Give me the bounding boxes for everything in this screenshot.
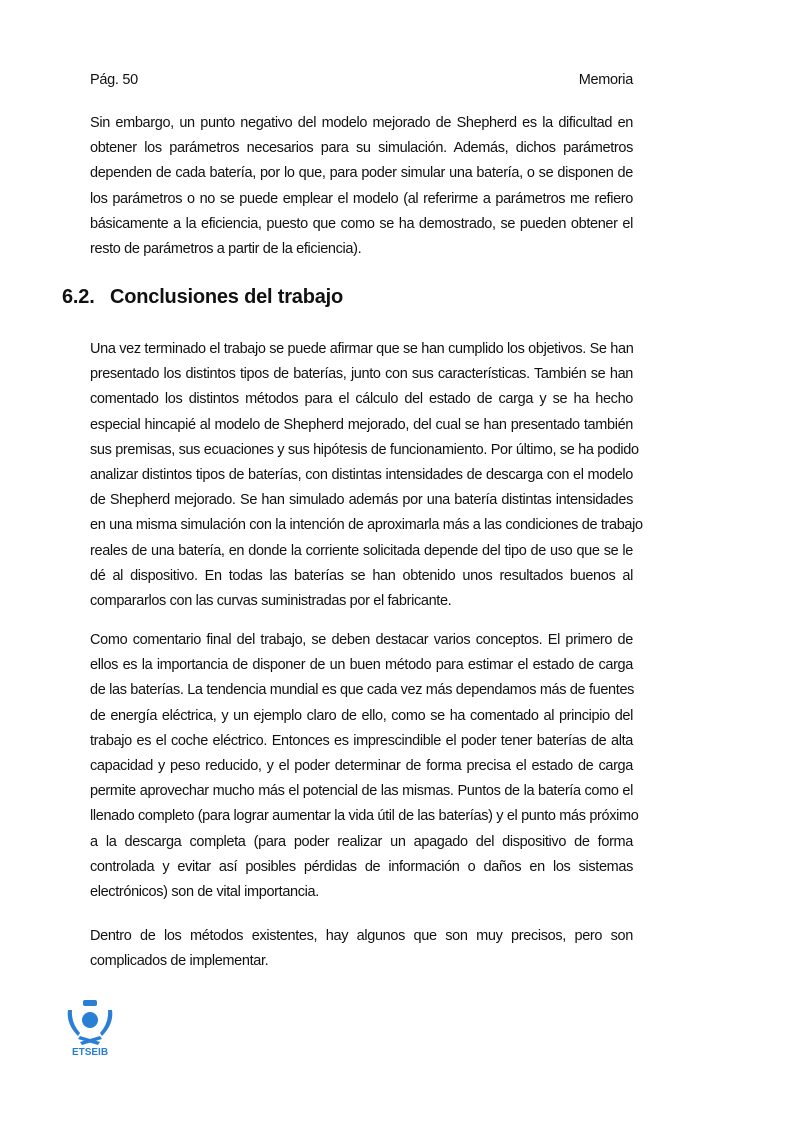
paragraph-4 — [90, 924, 633, 974]
text-line: de energía eléctrica, y un ejemplo claro de ello, como se ha comentado al principio del — [90, 707, 633, 724]
text-line: dependen de cada batería, por lo que, para poder simular una batería, o se disponen de — [90, 165, 633, 182]
text-line: de Shepherd mejorado. Se han simulado además por una batería distintas intensidades — [90, 492, 633, 509]
text-line: electrónicos) son de vital importancia. — [90, 883, 319, 900]
page-number: Pág. 50 — [90, 72, 138, 88]
text-line: los parámetros o no se puede emplear el modelo (al referirme a parámetros me refiero — [90, 190, 633, 207]
text-line: a la descarga completa (para poder realizar un apagado del dispositivo de forma — [90, 833, 633, 850]
text-line: reales de una batería, en donde la corriente solicitada depende del tipo de uso que se le — [90, 542, 633, 559]
text-line: compararlos con las curvas suministradas por el fabricante. — [90, 592, 452, 609]
paragraph-3 — [90, 628, 639, 905]
text-line: ellos es la importancia de disponer de un buen método para estimar el estado de carga — [90, 657, 633, 674]
text-line: especial hincapié al modelo de Shepherd mejorado, del cual se han presentado también — [90, 416, 633, 433]
text-line: llenado completo (para lograr aumentar la vida útil de las baterías) y el punto más próximo — [90, 808, 639, 825]
etseib-logo — [62, 998, 118, 1058]
text-line: comentado los distintos métodos para el cálculo del estado de carga y se ha hecho — [90, 391, 633, 408]
text-line: obtener los parámetros necesarios para su simulación. Además, dichos parámetros — [90, 140, 633, 157]
text-line: resto de parámetros a partir de la eficiencia). — [90, 240, 362, 257]
text-line: complicados de implementar. — [90, 953, 269, 970]
text-line: presentado los distintos tipos de baterías, junto con sus características. También se han — [90, 366, 633, 383]
paragraph-1 — [90, 111, 633, 262]
text-line: controlada y evitar así posibles pérdidas de información o daños en los sistemas — [90, 858, 633, 875]
section-heading — [62, 286, 343, 309]
text-line: Sin embargo, un punto negativo del modelo mejorado de Shepherd es la dificultad en — [90, 115, 633, 131]
running-header: Memoria — [578, 72, 633, 88]
svg-text:ETSEIB: ETSEIB — [71, 1047, 109, 1058]
text-line: trabajo es el coche eléctrico. Entonces es imprescindible el poder tener baterías de alta — [90, 732, 633, 749]
text-line: sus premisas, sus ecuaciones y sus hipótesis de funcionamiento. Por último, se ha podido — [90, 441, 639, 458]
text-line: de las baterías. La tendencia mundial es que cada vez más dependamos más de fuentes — [90, 682, 635, 699]
text-line: Dentro de los métodos existentes, hay algunos que son muy precisos, pero son — [90, 928, 633, 944]
section-number: 6.2. — [62, 286, 95, 308]
crest-icon — [62, 998, 118, 1058]
text-line: dé al dispositivo. En todas las baterías se han obtenido unos resultados buenos al — [90, 567, 633, 584]
text-line: en una misma simulación con la intención de aproximarla más a las condiciones de trabajo — [90, 517, 643, 534]
text-line: capacidad y peso reducido, y el poder determinar de forma precisa el estado de carga — [90, 757, 633, 774]
text-line: permite aprovechar mucho más el potencial de las mismas. Puntos de la batería como el — [90, 783, 633, 800]
text-line: analizar distintos tipos de baterías, con distintas intensidades de descarga con el modelo — [90, 466, 633, 483]
section-title: Conclusiones del trabajo — [110, 286, 344, 308]
text-line: Como comentario final del trabajo, se deben destacar varios conceptos. El primero de — [90, 632, 633, 648]
text-line: básicamente a la eficiencia, puesto que como se ha demostrado, se pueden obtener el — [90, 215, 633, 232]
paragraph-2 — [90, 337, 643, 614]
text-line: Una vez terminado el trabajo se puede afirmar que se han cumplido los objetivos. Se han — [90, 341, 634, 357]
